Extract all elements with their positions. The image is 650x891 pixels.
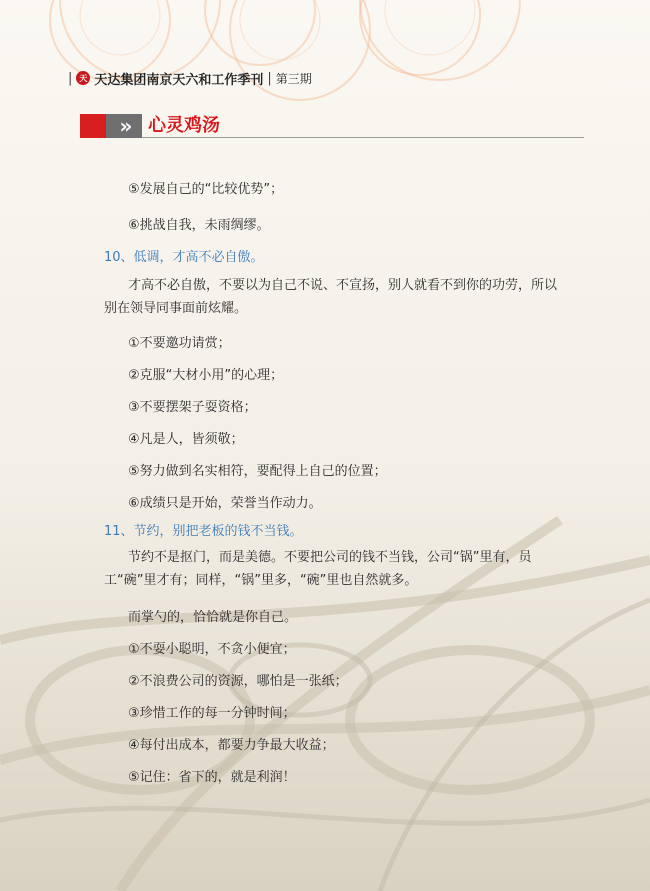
publication-name: 天达集团南京天六和工作季刊 xyxy=(94,72,264,88)
section-heading: 11、节约，别把老板的钱不当钱。 xyxy=(104,524,303,539)
list-item: ②克服“大材小用”的心理； xyxy=(128,368,284,383)
list-item: ①不要邀功请赏； xyxy=(128,336,231,351)
chevron-right-icon: » xyxy=(106,114,142,138)
section-red-block xyxy=(80,114,106,138)
company-logo: 天 xyxy=(76,71,90,85)
paragraph: 节约不是抠门，而是美德。不要把公司的钱不当钱，公司“锅”里有，员工“碗”里才有；同样，“锅”里多，“碗”里也自然就多。 xyxy=(104,550,532,588)
list-item: ④凡是人，皆须敬； xyxy=(128,432,244,447)
section-rule xyxy=(142,137,584,138)
list-item: ⑤努力做到名实相符，要配得上自己的位置； xyxy=(128,464,387,479)
issue-label: 第三期 xyxy=(275,71,312,86)
list-item: ⑤记住：省下的，就是利润！ xyxy=(128,770,296,785)
page-header: | 天 天达集团南京天六和工作季刊 | 第三期 xyxy=(68,70,312,88)
list-item: ⑥挑战自我，未雨绸缪。 xyxy=(128,218,270,233)
list-item: ④每付出成本，都要力争最大收益； xyxy=(128,738,335,753)
section-title: 心灵鸡汤 xyxy=(148,115,220,136)
list-item: ③不要摆架子耍资格； xyxy=(128,400,257,415)
paragraph: 而掌勺的，恰恰就是你自己。 xyxy=(128,610,298,625)
list-item: ⑤发展自己的“比较优势”； xyxy=(128,182,284,197)
paragraph: 才高不必自傲，不要以为自己不说、不宣扬，别人就看不到你的功劳，所以别在领导同事面前炫耀。 xyxy=(104,278,558,316)
list-item: ③珍惜工作的每一分钟时间； xyxy=(128,706,296,721)
section-title-bar xyxy=(80,114,584,138)
list-item: ⑥成绩只是开始，荣誉当作动力。 xyxy=(128,496,322,511)
list-item: ①不耍小聪明，不贪小便宜； xyxy=(128,642,296,657)
section-heading: 10、低调，才高不必自傲。 xyxy=(104,250,264,265)
list-item: ②不浪费公司的资源，哪怕是一张纸； xyxy=(128,674,348,689)
